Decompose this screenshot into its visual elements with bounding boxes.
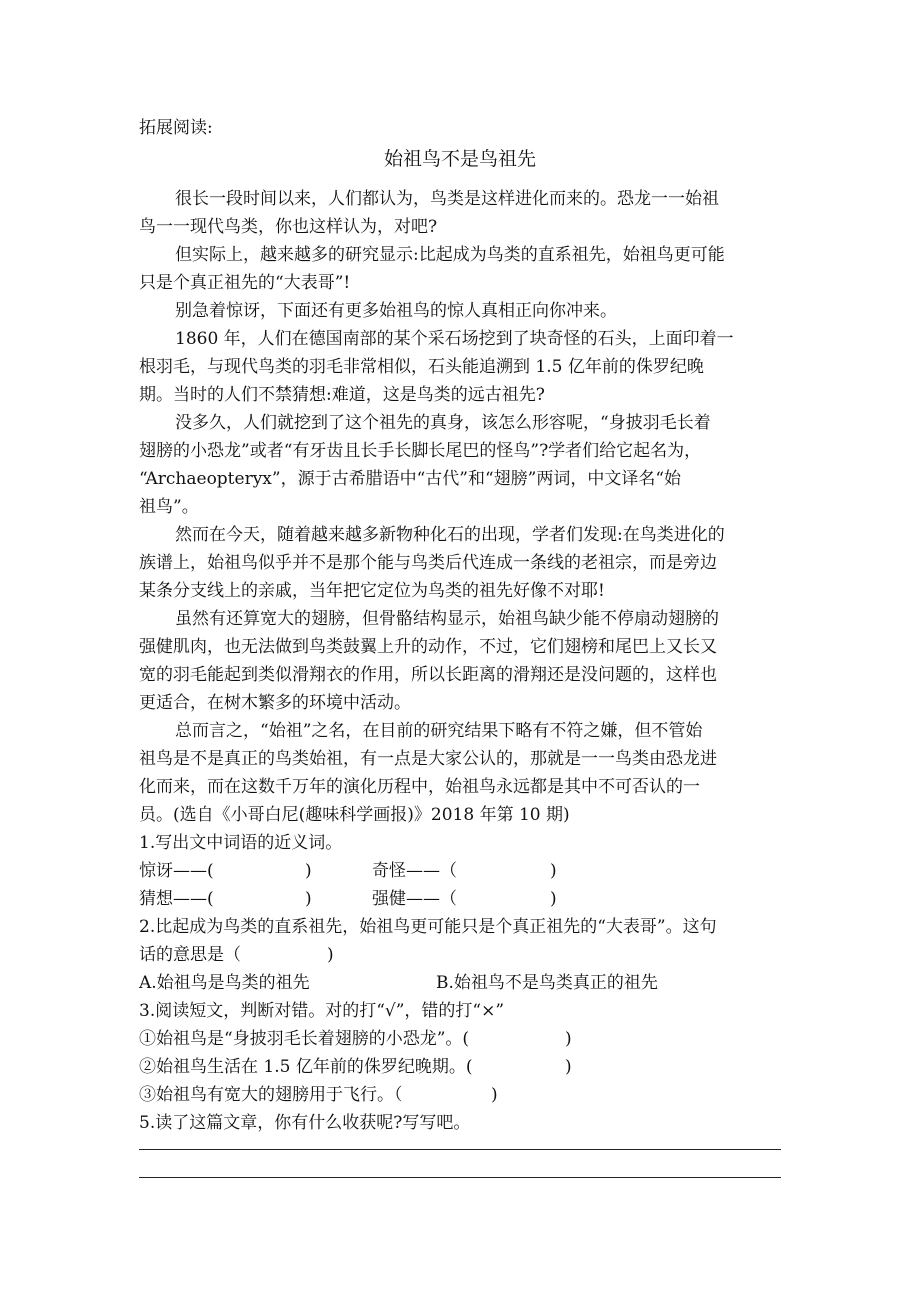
question-1: 1.写出文中词语的近义词。 bbox=[139, 833, 343, 853]
paragraph-line: 化而来，而在这数千万年的演化历程中，始祖鸟永远都是其中不可否认的一 bbox=[139, 777, 700, 797]
paragraph-line: 只是个真正祖先的“大表哥”! bbox=[139, 273, 351, 293]
paragraph-line: 翅膀的小恐龙”或者“有牙齿且长手长脚长尾巴的怪鸟”?学者们给它起名为， bbox=[139, 441, 702, 461]
question-3: 3.阅读短文，判断对错。对的打“√”，错的打“×” bbox=[139, 1001, 505, 1021]
paragraph-line: 祖鸟”。 bbox=[139, 497, 199, 517]
option-b[interactable]: B.始祖鸟不是鸟类真正的祖先 bbox=[436, 973, 658, 993]
question-2-line: 话的意思是（ bbox=[139, 945, 241, 965]
answer-blank-close[interactable]: ) bbox=[550, 889, 557, 909]
paragraph-line: 总而言之，“始祖”之名，在目前的研究结果下略有不符之嫌，但不管始 bbox=[175, 721, 703, 741]
true-false-item: ②始祖鸟生活在 1.5 亿年前的侏罗纪晚期。( bbox=[139, 1057, 473, 1077]
answer-blank-close[interactable]: ) bbox=[565, 1057, 572, 1077]
paragraph-line: 族谱上，始祖鸟似乎并不是那个能与鸟类后代连成一条线的老祖宗，而是旁边 bbox=[139, 553, 717, 573]
option-a[interactable]: A.始祖鸟是鸟类的祖先 bbox=[139, 973, 310, 993]
paragraph-line: 但实际上，越来越多的研究显示:比起成为鸟类的直系祖先，始祖鸟更可能 bbox=[175, 245, 725, 265]
paragraph-line: “Archaeopteryx”，源于古希腊语中“古代”和“翅膀”两词，中文译名“始 bbox=[139, 469, 682, 489]
question-5: 5.读了这篇文章，你有什么收获呢?写写吧。 bbox=[139, 1113, 471, 1133]
answer-blank-close[interactable]: ) bbox=[550, 861, 557, 881]
paragraph-line: 鸟一一现代鸟类，你也这样认为，对吧? bbox=[139, 217, 438, 237]
paragraph-line: 虽然有还算宽大的翅膀，但骨骼结构显示，始祖鸟缺少能不停扇动翅膀的 bbox=[175, 609, 719, 629]
section-header: 拓展阅读: bbox=[139, 118, 213, 138]
paragraph-line: 强健肌肉，也无法做到鸟类鼓翼上升的动作，不过，它们翅榜和尾巴上又长又 bbox=[139, 637, 717, 657]
synonym-prompt: 奇怪——（ bbox=[372, 861, 457, 881]
paragraph-line: 别急着惊讶，下面还有更多始祖鸟的惊人真相正向你冲来。 bbox=[175, 301, 617, 321]
synonym-prompt: 强健——（ bbox=[372, 889, 457, 909]
paragraph-line: 更适合，在树木繁多的环境中活动。 bbox=[139, 693, 411, 713]
paragraph-line: 1860 年，人们在德国南部的某个采石场挖到了块奇怪的石头，上面印着一 bbox=[175, 329, 734, 349]
paragraph-line: 员。(选自《小哥白尼(趣味科学画报)》2018 年第 10 期) bbox=[139, 805, 570, 825]
paragraph-line: 没多久，人们就挖到了这个祖先的真身，该怎么形容呢，“身披羽毛长着 bbox=[175, 413, 711, 433]
paragraph-line: 某条分支线上的亲戚，当年把它定位为鸟类的祖先好像不对耶! bbox=[139, 581, 605, 601]
synonym-prompt: 惊讶——( bbox=[139, 861, 214, 881]
paragraph-line: 祖鸟是不是真正的鸟类始祖，有一点是大家公认的，那就是一一鸟类由恐龙进 bbox=[139, 749, 717, 769]
answer-blank-close[interactable]: ) bbox=[491, 1085, 498, 1105]
synonym-prompt: 猜想——( bbox=[139, 889, 214, 909]
answer-line[interactable] bbox=[139, 1149, 781, 1150]
answer-line[interactable] bbox=[139, 1177, 781, 1178]
paragraph-line: 然而在今天，随着越来越多新物种化石的出现，学者们发现:在鸟类进化的 bbox=[175, 525, 725, 545]
answer-blank-close[interactable]: ) bbox=[565, 1029, 572, 1049]
question-2: 2.比起成为鸟类的直系祖先，始祖鸟更可能只是个真正祖先的“大表哥”。这句 bbox=[139, 917, 717, 937]
paragraph-line: 期。当时的人们不禁猜想:难道，这是鸟类的远古祖先? bbox=[139, 385, 545, 405]
paragraph-line: 根羽毛，与现代鸟类的羽毛非常相似，石头能追溯到 1.5 亿年前的侏罗纪晚 bbox=[139, 357, 704, 377]
paragraph-line: 宽的羽毛能起到类似滑翔衣的作用，所以长距离的滑翔还是没问题的，这样也 bbox=[139, 665, 717, 685]
true-false-item: ①始祖鸟是“身披羽毛长着翅膀的小恐龙”。( bbox=[139, 1029, 470, 1049]
paragraph-line: 很长一段时间以来，人们都认为，鸟类是这样进化而来的。恐龙一一始祖 bbox=[175, 189, 719, 209]
answer-blank-close[interactable]: ) bbox=[305, 861, 312, 881]
answer-blank-close[interactable]: ) bbox=[327, 945, 334, 965]
true-false-item: ③始祖鸟有宽大的翅膀用于飞行。（ bbox=[139, 1085, 403, 1105]
answer-blank-close[interactable]: ) bbox=[305, 889, 312, 909]
article-title: 始祖鸟不是鸟祖先 bbox=[383, 148, 536, 170]
